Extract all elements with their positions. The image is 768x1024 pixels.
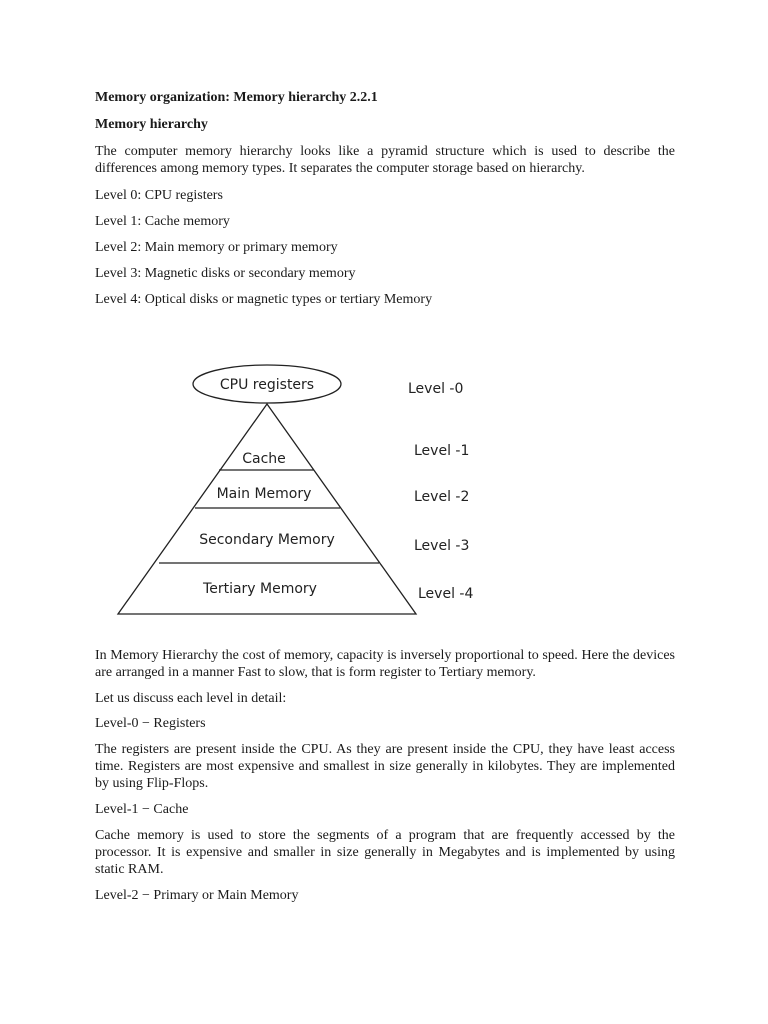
level-label: Level -2 bbox=[414, 489, 470, 505]
level-list-item: Level 3: Magnetic disks or secondary memory bbox=[95, 266, 356, 281]
document-title: Memory organization: Memory hierarchy 2.2.1 bbox=[95, 90, 378, 105]
level-list-item: Level 2: Main memory or primary memory bbox=[95, 240, 338, 255]
tier-label-tertiary-memory: Tertiary Memory bbox=[203, 581, 317, 597]
summary-paragraph: In Memory Hierarchy the cost of memory, capacity is inversely proportional to speed. Here the devices are arranged in a manner Fast to slow, that is form register to Tertiary memory. bbox=[95, 648, 675, 680]
cpu-registers-label: CPU registers bbox=[219, 377, 315, 393]
level-list-item: Level 0: CPU registers bbox=[95, 188, 223, 203]
level1-paragraph: Cache memory is used to store the segments of a program that are frequently accessed by the processor. It is expensive and smaller in size generally in Megabytes and is implemented by using static RAM. bbox=[95, 828, 675, 877]
level-label: Level -3 bbox=[414, 538, 470, 554]
level-label: Level -1 bbox=[414, 443, 470, 459]
level-list-item: Level 4: Optical disks or magnetic types or tertiary Memory bbox=[95, 292, 433, 307]
level0-heading: Level-0 − Registers bbox=[95, 716, 206, 731]
level1-heading: Level-1 − Cache bbox=[95, 802, 189, 817]
tier-label-main-memory: Main Memory bbox=[216, 486, 312, 502]
level0-paragraph: The registers are present inside the CPU. As they are present inside the CPU, they have least access time. Registers are most expensive and smallest in size generally in kilobytes. They are implemented by using Flip-Flops. bbox=[95, 742, 675, 791]
level2-heading: Level-2 − Primary or Main Memory bbox=[95, 888, 299, 903]
level-list-item: Level 1: Cache memory bbox=[95, 214, 230, 229]
level-label: Level -0 bbox=[408, 381, 464, 397]
tier-label-cache: Cache bbox=[242, 451, 286, 467]
discuss-line: Let us discuss each level in detail: bbox=[95, 691, 287, 706]
intro-paragraph: The computer memory hierarchy looks like a pyramid structure which is used to describe the differences among memory types. It separates the computer storage based on hierarchy. bbox=[95, 144, 675, 176]
tier-label-secondary-memory: Secondary Memory bbox=[199, 532, 335, 548]
level-label: Level -4 bbox=[418, 586, 474, 602]
section-heading: Memory hierarchy bbox=[95, 117, 208, 132]
